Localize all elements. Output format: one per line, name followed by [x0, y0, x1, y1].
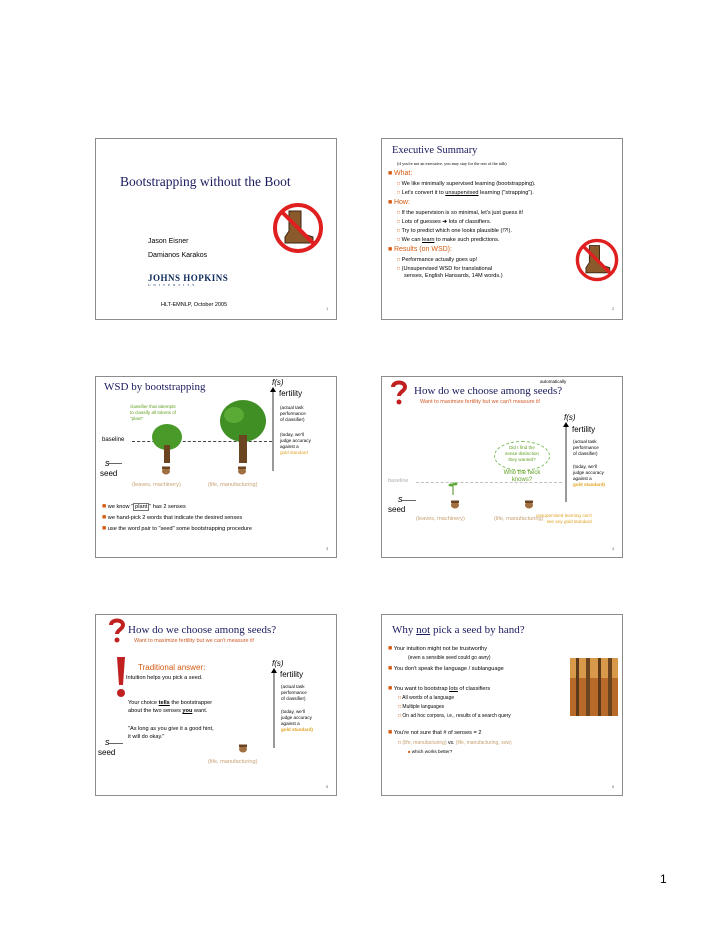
acorn-icon	[524, 499, 534, 509]
tree-icon	[150, 423, 184, 465]
f-of-s-label: f(s)	[564, 413, 576, 422]
bullet-results: ■ Results (on WSD):	[388, 246, 452, 253]
s-tick	[402, 500, 416, 501]
fertility-axis	[271, 668, 277, 748]
s-label: s	[105, 458, 110, 468]
slide-number: 5	[326, 784, 329, 789]
bullet-3-item-1: □ All words of a language	[398, 695, 455, 701]
slide-choose-seeds	[381, 376, 623, 558]
traditional-answer-line: Intuition helps you pick a seed.	[126, 675, 203, 681]
how-item-1: □ If the supervision is so minimal, let's just guess it!	[397, 210, 524, 216]
s-label: s	[398, 494, 403, 504]
bullet-1: ■ we know " plant " has 2 senses	[102, 503, 186, 510]
slide-title-text: Executive Summary	[392, 145, 478, 156]
unsupervised-note: unsupervised learning can't see any gold standard	[536, 513, 592, 524]
fertility-label: fertility	[279, 389, 303, 398]
slide-number: 6	[612, 784, 615, 789]
acorn-icon	[161, 465, 171, 475]
forest-photo	[570, 658, 618, 716]
slide-why-not-by-hand	[381, 614, 623, 796]
fertility-axis	[563, 422, 569, 502]
what-item-2: □ Let's convert it to unsupervised learning ("strapping").	[397, 190, 534, 196]
actual-task-note: (actual task performance of classifier)	[281, 684, 307, 701]
arrow-icon: ➔	[442, 219, 448, 225]
bullet-what: ■ What:	[388, 170, 413, 177]
fertility-label: fertility	[280, 670, 304, 679]
s-label: s	[105, 737, 110, 747]
how-item-2: □ Lots of guesses ➔ lots of classifiers.	[397, 219, 492, 225]
bullet-3-item-3: □ On ad hoc corpora, i.e., results of a search query	[398, 713, 511, 719]
seed-leaves-machinery: (leaves, machinery)	[416, 516, 465, 522]
slide-subtitle: Want to maximize fertility but we can't measure it!	[134, 638, 255, 644]
classifier-note: classifier that attempts to classify all tokens of "plant"	[130, 404, 176, 421]
slide-title-text: WSD by bootstrapping	[104, 381, 206, 393]
seed-life-manufacturing: (life, manufacturing)	[208, 482, 258, 488]
s-tick	[109, 743, 123, 744]
no-boot-icon	[574, 237, 620, 283]
seed-life-manufacturing: (life, manufacturing)	[494, 516, 544, 522]
slide-number: 3	[326, 546, 329, 551]
traditional-quote-1: Your choice tells the bootstrapper about the two senses you want.	[128, 700, 213, 714]
how-item-4: □ We can learn to make such predictions.	[397, 237, 500, 243]
page-number: 1	[660, 872, 667, 886]
slide-subtitle: Want to maximize fertility but we can't measure it!	[420, 399, 541, 405]
bullet-3: ■ use the word pair to "seed" some bootstrapping procedure	[102, 525, 253, 532]
slide-executive-summary	[381, 138, 623, 320]
judge-note: (today, we'll judge accuracy against a gold standard	[280, 432, 311, 455]
slide-number: 4	[612, 546, 615, 551]
s-tick	[108, 463, 122, 464]
automatically-note: automatically	[540, 379, 567, 384]
seed-label: seed	[388, 505, 406, 514]
slide-title-text: Why not pick a seed by hand?	[392, 624, 525, 636]
bullet-1-sub: (even a sensible seed could go awry)	[408, 655, 491, 661]
bubble-text-1: Did I find the sense distinction they wanted?	[505, 445, 539, 462]
no-boot-icon	[271, 201, 325, 255]
seed-life-manufacturing: (life, manufacturing)	[208, 759, 258, 765]
slide-subtitle: (if you're not an executive, you may stay for the rest of the talk)	[397, 161, 507, 166]
how-item-3: □ Try to predict which one looks plausible (!?!).	[397, 228, 512, 234]
bullet-3: ■ You want to bootstrap lots of classifiers	[388, 685, 491, 692]
bullet-2: ■ You don't speak the language / sublanguage	[388, 665, 504, 672]
f-of-s-label: f(s)	[272, 378, 284, 387]
slide-number: 2	[612, 306, 615, 311]
bullet-4-item-1: □ (life, manufacturing) vs. (life, manufacturing, sow)	[398, 740, 512, 746]
author-1: Jason Eisner	[148, 238, 189, 245]
bullet-2: ■ we hand-pick 2 words that indicate the desired senses	[102, 514, 243, 521]
what-item-1: □ We like minimally supervised learning (bootstrapping).	[397, 181, 536, 187]
results-item-2b: senses, English Hansards, 14M words.)	[404, 273, 503, 279]
f-of-s-label: f(s)	[272, 659, 284, 668]
seed-label: seed	[98, 748, 116, 757]
actual-task-note: (actual task performance of classifier)	[573, 439, 599, 456]
seed-label: seed	[100, 469, 118, 478]
fertility-axis	[270, 387, 276, 471]
results-item-2: □ (Unsupervised WSD for translational	[397, 266, 493, 272]
acorn-icon	[450, 499, 460, 509]
acorn-icon	[238, 743, 248, 753]
actual-task-note: (actual task performance of classifier)	[280, 405, 306, 422]
bullet-how: ■ How:	[388, 199, 410, 206]
fertility-label: fertility	[572, 425, 596, 434]
author-2: Damianos Karakos	[148, 252, 208, 259]
question-mark-icon	[390, 379, 408, 405]
baseline-line	[416, 482, 562, 483]
slide-title-text: Bootstrapping without the Boot	[120, 174, 291, 189]
question-mark-icon	[108, 617, 126, 643]
bullet-4: ■ You're not sure that # of senses = 2	[388, 729, 482, 736]
slide-choose-seeds-traditional	[95, 614, 337, 796]
traditional-answer-title: Traditional answer:	[138, 663, 206, 672]
judge-note: (today, we'll judge accuracy against a gold standard)	[281, 709, 313, 732]
tree-icon	[218, 399, 268, 465]
slide-title	[95, 138, 337, 320]
jhu-logo: JOHNS HOPKINS U N I V E R S I T Y	[148, 273, 229, 287]
acorn-icon	[237, 465, 247, 475]
venue: HLT-EMNLP, October 2005	[161, 302, 228, 308]
bullet-4-item-2: ■ which works better?	[408, 749, 453, 754]
bullet-3-item-2: □ Multiple languages	[398, 704, 445, 710]
sprout-icon	[448, 481, 458, 495]
slide-wsd-bootstrapping	[95, 376, 337, 558]
judge-note: (today, we'll judge accuracy against a gold standard)	[573, 464, 605, 487]
traditional-quote-2: "As long as you give it a good hint, it will do okay."	[128, 726, 214, 740]
results-item-1: □ Performance actually goes up!	[397, 257, 478, 263]
slide-number: 1	[326, 306, 329, 311]
slide-title-text: How do we choose among seeds?	[128, 624, 277, 636]
slide-title-text: How do we choose among seeds?	[414, 385, 563, 397]
bullet-1: ■ Your intuition might not be trustworthy	[388, 645, 488, 652]
seed-leaves-machinery: (leaves, machinery)	[132, 482, 181, 488]
baseline-label: baseline	[102, 437, 125, 443]
baseline-label: baseline	[388, 478, 409, 484]
bubble-text-2: Who the heck knows?	[503, 470, 541, 483]
